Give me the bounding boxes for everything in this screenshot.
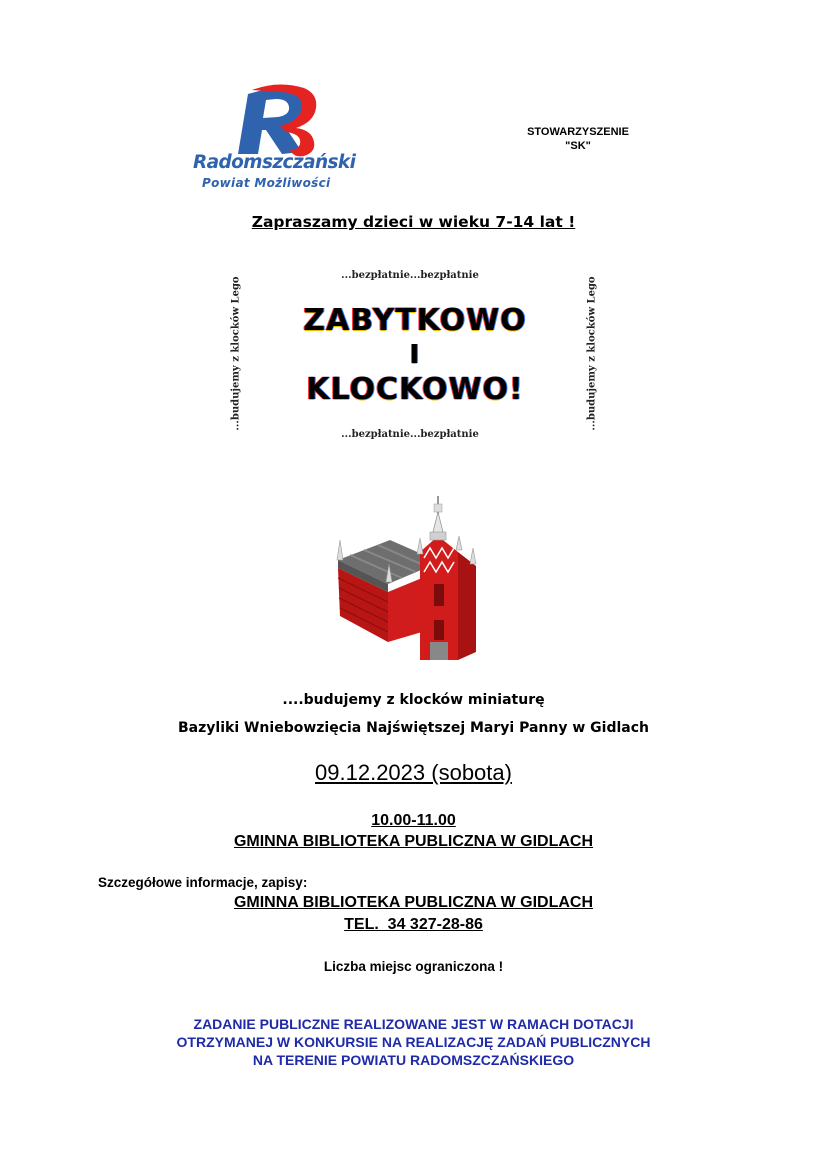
lego-church-icon [330,492,490,672]
banner-title-line3: KLOCKOWO! [306,372,524,407]
powiat-logo [190,82,360,197]
contact-phone: TEL. 34 327-28-86 [344,916,483,933]
banner-title-line1: ZABYTKOWO [303,303,527,338]
church-illustration [330,492,490,672]
event-time: 10.00-11.00 [371,812,456,829]
limited-seats-note: Liczba miejsc ograniczona ! [323,959,504,974]
logo-name: Radomszczański [193,152,356,173]
footer-line1: ZADANIE PUBLICZNE REALIZOWANE JEST W RAMACH DOTACJI [193,1016,634,1032]
contact-venue: GMINNA BIBLIOTEKA PUBLICZNA W GIDLACH [233,894,594,911]
event-date: 09.12.2023 (sobota) [315,760,512,785]
banner-free-top: ...bezpłatnie...bezpłatnie [341,270,479,281]
contact-label: Szczegółowe informacje, zapisy: [98,875,308,890]
event-venue: GMINNA BIBLIOTEKA PUBLICZNA W GIDLACH [233,833,594,850]
footer-line3: NA TERENIE POWIATU RADOMSZCZAŃSKIEGO [252,1052,575,1068]
banner-side-left: ...budujemy z klocków Lego [230,276,242,431]
association-line2: "SK" [565,140,591,152]
footer-line2: OTRZYMANEJ W KONKURSIE NA REALIZACJĘ ZADAŃ PUBLICZNYCH [176,1034,651,1050]
banner-side-right: ...budujemy z klocków Lego [586,276,598,431]
banner-free-bottom: ...bezpłatnie...bezpłatnie [341,429,479,440]
invite-heading: Zapraszamy dzieci w wieku 7-14 lat ! [251,213,576,231]
association-line1: STOWARZYSZENIE [527,126,629,138]
description-line2: Bazyliki Wniebowzięcia Najświętszej Maryi Panny w Gidlach [178,720,649,736]
logo-tagline: Powiat Możliwości [202,176,331,190]
banner-title-line2: I [409,340,421,370]
description-line1: ....budujemy z klocków miniaturę [282,692,545,708]
association-name [508,125,648,153]
powiat-logo-icon [190,82,360,157]
